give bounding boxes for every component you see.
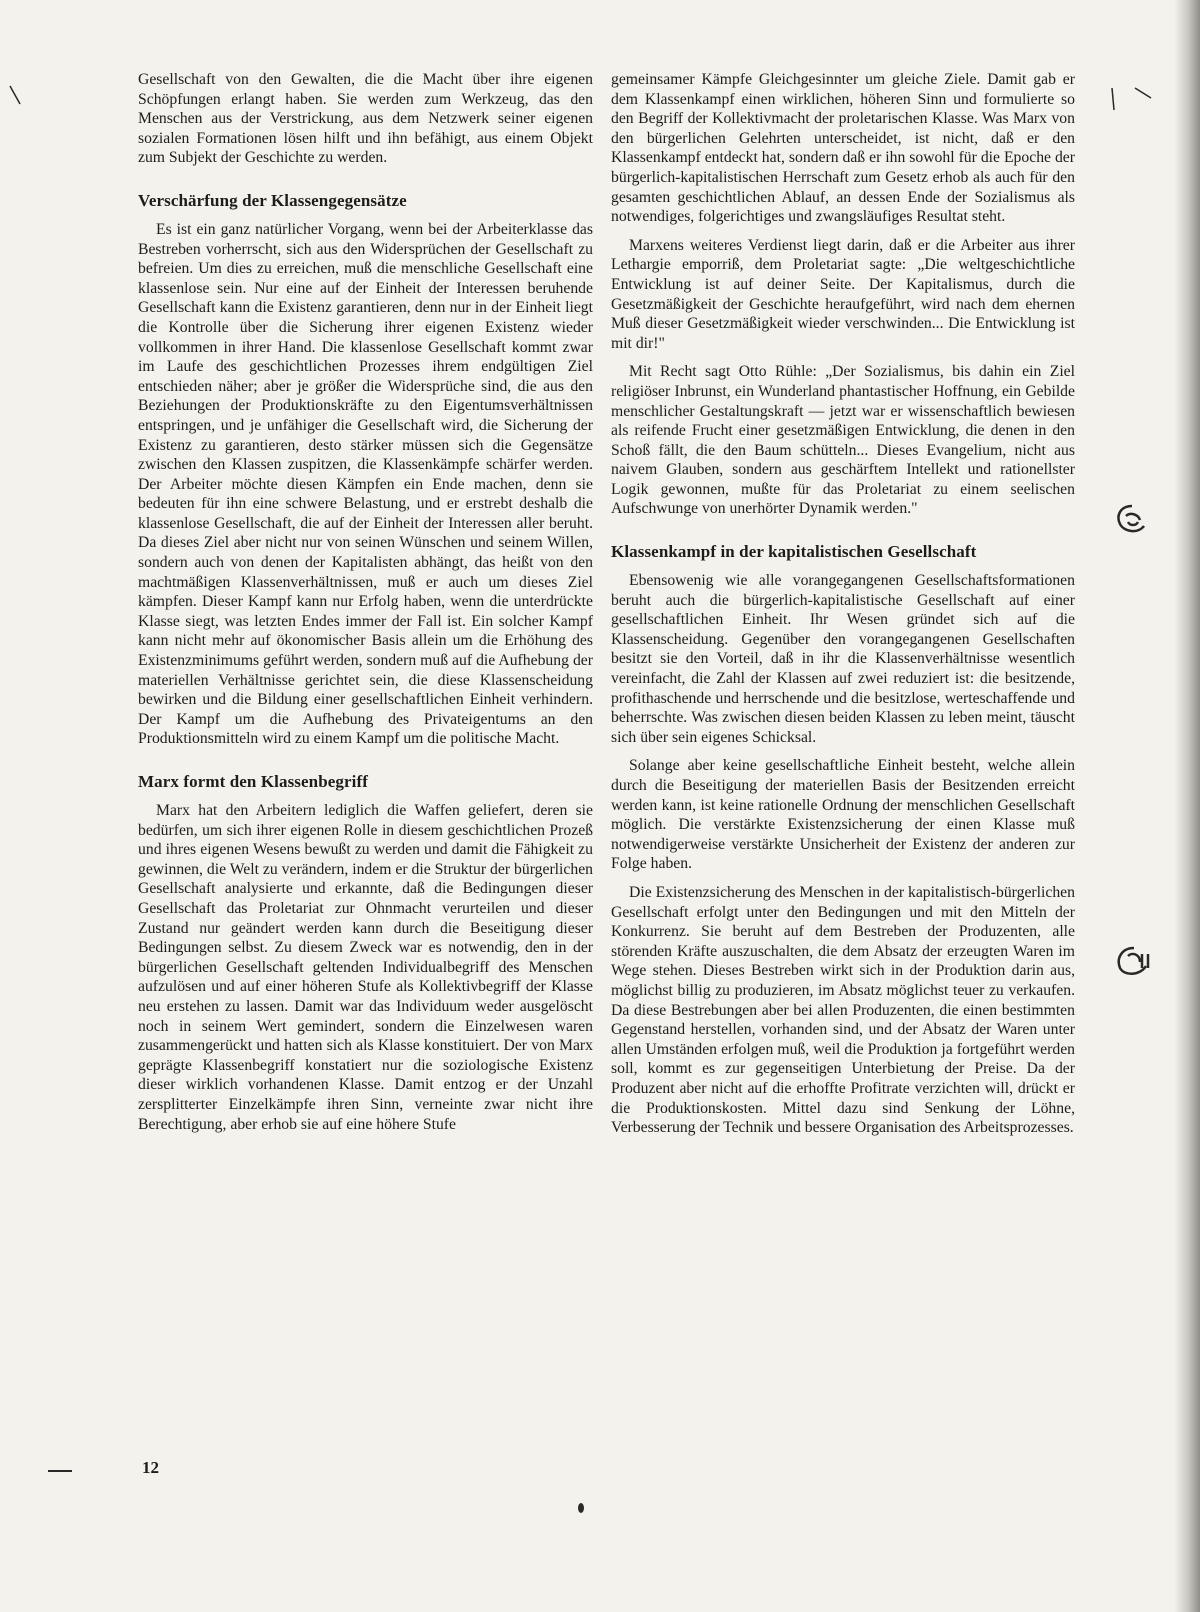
scan-smudge-mark <box>1112 502 1152 538</box>
paragraph: Mit Recht sagt Otto Rühle: „Der Sozialismus, bis dahin ein Ziel religiöser Inbrunst, ein Wunderland phantastischer Hoffnung, ein Gebilde menschlicher Gestaltungskraft — jetzt war er wissenschaftlich bewiesen als reifende Frucht einer gesetzmäßigen Entwicklung, die denen in den Schoß fällt, die den Baum schütteln... Dieses Evangelium, nicht aus naivem Glauben, sondern aus geschärftem Intellekt und rationellster Logik gewonnen, mußte für das Proletariat zu einem seelischen Aufschwunge von unerhörter Dynamik werden." <box>611 363 1075 518</box>
paragraph: Marx hat den Arbeitern lediglich die Waffen geliefert, deren sie bedürfen, um sich ihrer eigenen Rolle in diesem geschichtlichen Prozeß und ihres eigenen Wesens bewußt zu werden und damit die Fähigkeit zu gewinnen, die Welt zu verändern, indem er die Struktur der bürgerlichen Gesellschaft analysierte und erkannte, daß die Bedingungen dieser Gesellschaft das Proletariat zur Ohnmacht verurteilen und dieser Zustand nur geändert werden kann durch die Beseitigung dieser Bedingungen selbst. Zu diesem Zweck war es notwendig, den in der bürgerlichen Gesellschaft geltenden Individualbegriff des Menschen aufzulösen und auf einer höheren Stufe als Kollektivbegriff der Klasse neu erstehen zu lassen. Damit war das Individuum weder ausgelöscht noch in seinem Wert gemindert, sondern die Einzelwesen waren zusammengerückt und hatten sich als Klasse konstituiert. Der von Marx geprägte Klassenbegriff konstatiert nur die soziologische Existenz dieser wirklich vorhandenen Klasse. Damit entzog er der Unzahl zersplitterter Einzelkämpfe ihren Sinn, verneinte zwar nicht ihre Berechtigung, aber erhob sie auf eine höhere Stufe <box>138 802 593 1133</box>
scan-tick-mark <box>8 84 22 106</box>
paragraph: Es ist ein ganz natürlicher Vorgang, wenn bei der Arbeiterklasse das Bestreben vorherrscht, sich aus den Widersprüchen der Gesellschaft zu befreien. Um dies zu erreichen, muß die menschliche Gesellschaft eine klassenlose sein. Nur eine auf der Einheit der Interessen beruhende Gesellschaft kann die Existenz garantieren, denn nur in der Einheit liegt die Kontrolle über die Sicherung ihrer eigenen Existenz wieder vollkommen in ihrer Hand. Die klassenlose Gesellschaft kommt zwar im Laufe des geschichtlichen Prozesses ihrem endgültigen Ziel entschieden näher; aber je größer die Widersprüche sind, die aus den Beziehungen der Produktionskräfte zu den Eigentumsverhältnissen entspringen, und je unfähiger die Gesellschaft wird, die Sicherung der Existenz zu garantieren, desto stärker müssen sich die Gegensätze zwischen den Klassen zuspitzen, die Klassenkämpfe schärfer werden. Der Arbeiter möchte diesen Kämpfen ein Ende machen, denn sie bedeuten für ihn eine schwere Belastung, und er erstrebt deshalb die klassenlose Gesellschaft, die auf der Einheit der Interessen aller beruht. Da dieses Ziel aber nicht nur von seinen Wünschen und seinem Willen, sondern auch von denen der Kapitalisten abhängt, das heißt von den machtmäßigen Klassenverhältnissen, muß er auch um dieses Ziel kämpfen. Dieser Kampf kann nur Erfolg haben, wenn die unterdrückte Klasse siegt, was letzten Endes immer der Fall ist. Ein solcher Kampf kann nicht mehr auf ökonomischer Basis allein um die Erhöhung des Existenzminimums geführt werden, sondern muß auf die Aufhebung der materiellen Verhältnisse gerichtet sein, die diese Klassenscheidung bewirken und die Bildung einer gesellschaftlichen Einheit verhindern. Der Kampf um die Aufhebung des Privateigentums an den Produktionsmitteln wird zu einem Kampf um die politische Macht. <box>138 220 593 748</box>
scan-edge-shadow <box>1174 0 1200 1612</box>
page-number: 12 <box>142 1458 159 1477</box>
paragraph: gemeinsamer Kämpfe Gleichgesinnter um gleiche Ziele. Damit gab er dem Klassenkampf einen wirklichen, höheren Sinn und formulierte so den Begriff der Kollektivmacht der proletarischen Klasse. Was Marx von den bürgerlichen Gelehrten unterscheidet, ist nicht, daß er den Klassenkampf entdeckt hat, sondern daß er ihn sowohl für die Epoche der bürgerlich-kapitalistischen Herrschaft zum Gesetz erhob als auch für den gesamten geschichtlichen Ablauf, an dessen Ende der Sozialismus als notwendiges, folgerichtiges und zwangsläufiges Resultat steht. <box>611 71 1075 226</box>
paragraph: Die Existenzsicherung des Menschen in der kapitalistisch-bürgerlichen Gesellschaft erfolgt unter den Bedingungen und mit den Mitteln der Konkurrenz. Sie beruht auf dem Bestreben der Produzenten, alle störenden Kräfte auszuschalten, die dem Absatz der erzeugten Waren im Wege stehen. Dieses Bestreben wirkt sich in der Produktion darin aus, möglichst billig zu produzieren, im Absatz möglichst teuer zu verkaufen. Da diese Bestrebungen aber bei allen Produzenten, die einen bestimmten Gegenstand herstellen, vorhanden sind, und der Absatz der Waren unter allen Umständen erfolgen muß, weil die Produktion ja fortgeführt werden soll, kommt es zur gegenseitigen Unterbietung der Preise. Da der Produzent aber nicht auf die erhoffte Profitrate verzichten will, drückt er die Produktionskosten. Mittel dazu sind Senkung der Löhne, Verbesserung der Technik und bessere Organisation des Arbeitsprozesses. <box>611 883 1075 1137</box>
scan-dot-mark <box>576 1502 586 1514</box>
paragraph: Solange aber keine gesellschaftliche Einheit besteht, welche allein durch die Beseitigung der materiellen Basis der Besitzenden erreicht werden kann, ist keine rationelle Ordnung der menschlichen Gesellschaft möglich. Die verstärkte Existenzsicherung der einen Klasse muß notwendigerweise verstärkte Unsicherheit der Existenz der anderen zur Folge haben. <box>611 757 1075 873</box>
section-heading: Klassenkampf in der kapitalistischen Gesellschaft <box>611 542 977 562</box>
left-column <box>138 70 593 1143</box>
right-column <box>611 70 1075 1147</box>
paragraph: Marxens weiteres Verdienst liegt darin, daß er die Arbeiter aus ihrer Lethargie emporriß, dem Proletariat sagte: „Die weltgeschichtliche Entwicklung ist auf deiner Seite. Der Kapitalismus, durch die Gesetzmäßigkeit der Geschichte heraufgeführt, wird nach dem ehernen Muß dieser Gesetzmäßigkeit wieder verschwinden... Die Entwicklung ist mit dir!" <box>611 236 1075 352</box>
scan-smudge-mark <box>1112 944 1156 980</box>
scan-dash-mark <box>46 1468 74 1474</box>
paragraph: Ebensowenig wie alle vorangegangenen Gesellschaftsformationen beruht auch die bürgerlich-kapitalistische Gesellschaft auf einer gesellschaftlichen Einheit. Ihr Wesen gründet sich auf die Klassenscheidung. Gegenüber den vorangegangenen Gesellschaften besitzt sie den Vorteil, daß in ihr die Klassenverhältnisse wesentlich vereinfacht, die Zahl der Klassen auf zwei reduziert ist: die besitzende, profithaschende und herrschende und die besitzlose, werteschaffende und beherrschte. Was zwischen diesen beiden Klassen zu leben meint, täuscht sich über sein eigenes Schicksal. <box>611 572 1075 746</box>
scan-tick-mark <box>1133 86 1153 100</box>
section-heading: Verschärfung der Klassengegensätze <box>138 190 407 210</box>
scan-tick-mark <box>1108 86 1118 112</box>
paragraph: Gesellschaft von den Gewalten, die die Macht über ihre eigenen Schöpfungen erlangt haben. Sie werden zum Werkzeug, das den Menschen aus der Verstrickung, aus dem Netzwerk seiner eigenen sozialen Formationen lösen hilft und ihn befähigt, aus einem Objekt zum Subjekt der Geschichte zu werden. <box>138 71 593 167</box>
section-heading: Marx formt den Klassenbegriff <box>138 772 368 791</box>
